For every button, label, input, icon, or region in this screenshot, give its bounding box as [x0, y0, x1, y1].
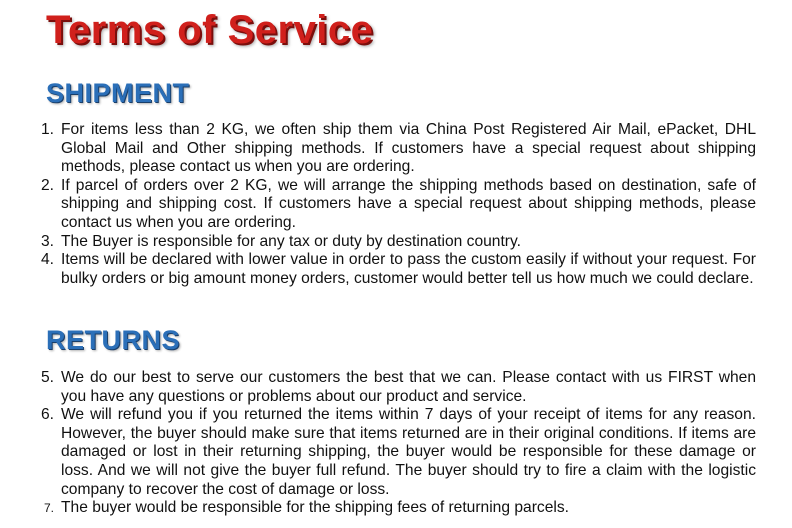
section-heading-returns: RETURNS — [46, 325, 181, 355]
item-text: If parcel of orders over 2 KG, we will arrange the shipping methods based on destination, safe of shipping and shipping cost. If customers have a special request about shipping methods, please contact us when you are ordering. — [61, 176, 756, 231]
item-text: Items will be declared with lower value in order to pass the custom easily if without your request. For bulky orders or big amount money orders, customer would better tell us how much we could declare. — [61, 251, 756, 287]
section-heading-shipment: SHIPMENT — [46, 78, 190, 108]
returns-list — [34, 369, 756, 518]
item-number: 1. — [40, 121, 54, 138]
shipment-list — [34, 121, 756, 288]
item-number: 4. — [40, 251, 54, 269]
list-item — [34, 406, 756, 499]
item-number: 3. — [40, 232, 54, 250]
item-text: We do our best to serve our customers the best that we can. Please contact with us FIRST when you have any questions or problems about our product and service. — [61, 369, 756, 405]
list-item — [34, 121, 756, 177]
item-number: 6. — [40, 406, 54, 424]
list-item — [34, 369, 756, 406]
page-title: Terms of Service — [46, 8, 374, 52]
list-item — [34, 233, 756, 252]
list-item — [34, 177, 756, 233]
item-number: 2. — [40, 176, 54, 194]
list-item — [34, 499, 756, 518]
item-number: 5. — [40, 369, 54, 386]
item-text: The buyer would be responsible for the shipping fees of returning parcels. — [61, 499, 569, 517]
item-text: We will refund you if you returned the items within 7 days of your receipt of items for any reason. However, the buyer should make sure that items returned are in their original conditions. If items are damaged or lost in their returning shipping, the buyer would be responsible for these damage or loss. And we will not give the buyer full refund. The buyer should try to fire a claim with the logistic company to recover the cost of damage or loss. — [61, 406, 756, 498]
list-item — [34, 251, 756, 288]
item-text: The Buyer is responsible for any tax or duty by destination country. — [61, 232, 521, 250]
item-text: For items less than 2 KG, we often ship them via China Post Registered Air Mail, ePacket, DHL Global Mail and Other shipping methods. If customers have a special request about shipping methods, please contact us when you are ordering. — [61, 121, 756, 176]
item-number: 7. — [43, 501, 54, 516]
